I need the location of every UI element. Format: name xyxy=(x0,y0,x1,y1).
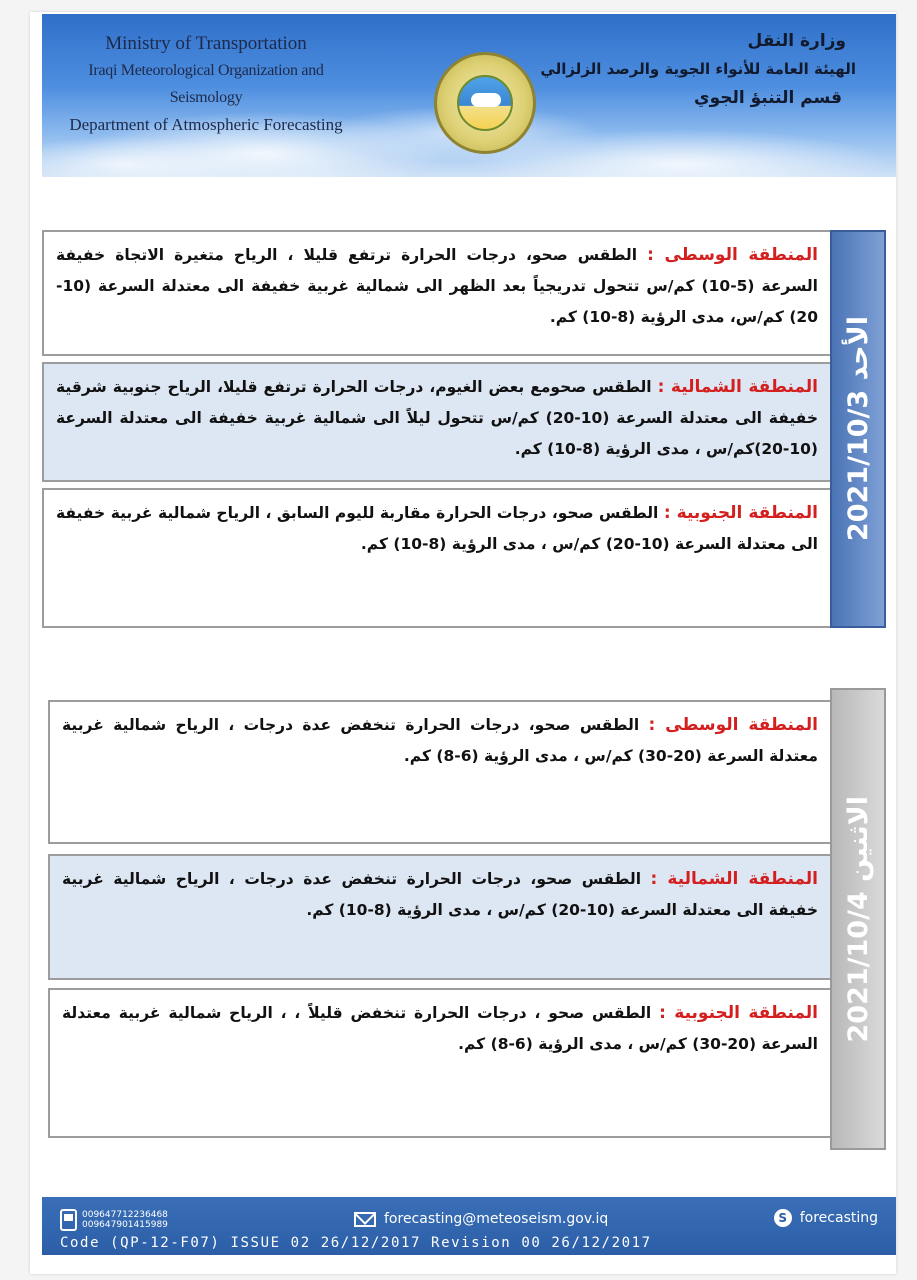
ministry-name-en: Ministry of Transportation xyxy=(105,33,307,54)
region-label: المنطقة الشمالية : xyxy=(657,377,818,397)
region-forecast-text: الطقس صحومع بعض الغيوم، درجات الحرارة ترتفع قليلا، الرياح جنوبية شرقية خفيفة الى معتدلة السرعة (10-20) كم/س تتحول ليلاً الى شمالية غربية خفيفة الى معتدلة السرعة (10-20)كم/س ، مدى الرؤية (8-10) كم. xyxy=(56,378,819,458)
region-forecast-text: الطقس صحو، درجات الحرارة تنخفض عدة درجات ، الرياح شمالية غربية خفيفة الى معتدلة السرعة (10-20) كم/س ، مدى الرؤية (8-10) كم. xyxy=(62,870,818,919)
region-label: المنطقة الجنوبية : xyxy=(659,1003,819,1023)
day1-date-label: الأحد 2021/10/3 xyxy=(842,316,874,542)
day1-date-strip xyxy=(830,230,886,628)
department-name-en: Department of Atmospheric Forecasting xyxy=(69,115,343,134)
day2-date-strip xyxy=(830,688,886,1150)
region-forecast-text: الطقس صحو، درجات الحرارة تنخفض عدة درجات ، الرياح شمالية غربية معتدلة السرعة (20-30) كم/س ، مدى الرؤية (6-8) كم. xyxy=(62,716,818,765)
header-banner xyxy=(42,14,896,177)
skype-icon: S xyxy=(774,1209,792,1227)
day1-central-region xyxy=(42,230,832,356)
day2-date-label: الاثنين 2021/10/4 xyxy=(842,795,874,1043)
region-forecast-text: الطقس صحو، درجات الحرارة مقاربة لليوم السابق ، الرياح شمالية غربية خفيفة الى معتدلة السرعة (10-20) كم/س ، مدى الرؤية (8-10) كم. xyxy=(56,504,818,553)
region-label: المنطقة الشمالية : xyxy=(650,869,818,889)
forecast-page xyxy=(30,12,896,1274)
footer-phones xyxy=(60,1209,168,1231)
phone-icon xyxy=(60,1209,77,1231)
phone-number-1: 009647712236468 xyxy=(82,1210,168,1220)
logo-sky-emblem xyxy=(457,75,513,131)
day1-northern-region xyxy=(42,362,832,482)
cloud-icon xyxy=(471,93,501,107)
day2-central-region xyxy=(48,700,832,844)
footer-email[interactable] xyxy=(354,1211,608,1227)
department-name-ar: قسم التنبؤ الجوي xyxy=(694,88,842,108)
footer-bar xyxy=(42,1197,896,1255)
region-label: المنطقة الوسطى : xyxy=(648,715,818,735)
day2-southern-region xyxy=(48,988,832,1138)
phone-number-2: 009647901415989 xyxy=(82,1220,168,1230)
day2-northern-region xyxy=(48,854,832,980)
organization-logo xyxy=(434,52,536,154)
header-arabic xyxy=(536,28,856,112)
region-label: المنطقة الجنوبية : xyxy=(663,503,818,523)
envelope-icon xyxy=(354,1212,376,1227)
footer-skype xyxy=(774,1209,878,1227)
organization-name-ar: الهيئة العامة للأنواء الجوية والرصد الزلزالي xyxy=(540,60,856,78)
document-code-line: Code (QP-12-F07) ISSUE 02 26/12/2017 Revision 00 26/12/2017 xyxy=(60,1235,652,1251)
skype-handle: forecasting xyxy=(799,1210,878,1226)
region-forecast-text: الطقس صحو ، درجات الحرارة تنخفض قليلاً ، ، الرياح شمالية غربية معتدلة السرعة (20-30) كم/س ، مدى الرؤية (6-8) كم. xyxy=(62,1004,818,1053)
day1-southern-region xyxy=(42,488,832,628)
header-english xyxy=(56,30,356,138)
organization-name-en: Iraqi Meteorological Organization and Seismology xyxy=(88,62,324,106)
ministry-name-ar: وزارة النقل xyxy=(747,31,846,51)
region-forecast-text: الطقس صحو، درجات الحرارة ترتفع قليلا ، الرياح متغيرة الاتجاة خفيفة السرعة (5-10) كم/س تتحول تدريجياً بعد الظهر الى شمالية غربية خفيفة الى معتدلة السرعة (10-20) كم/س، مدى الرؤية (8-10) كم. xyxy=(56,246,818,326)
email-address[interactable]: forecasting@meteoseism.gov.iq xyxy=(384,1211,609,1227)
region-label: المنطقة الوسطى : xyxy=(647,245,818,265)
